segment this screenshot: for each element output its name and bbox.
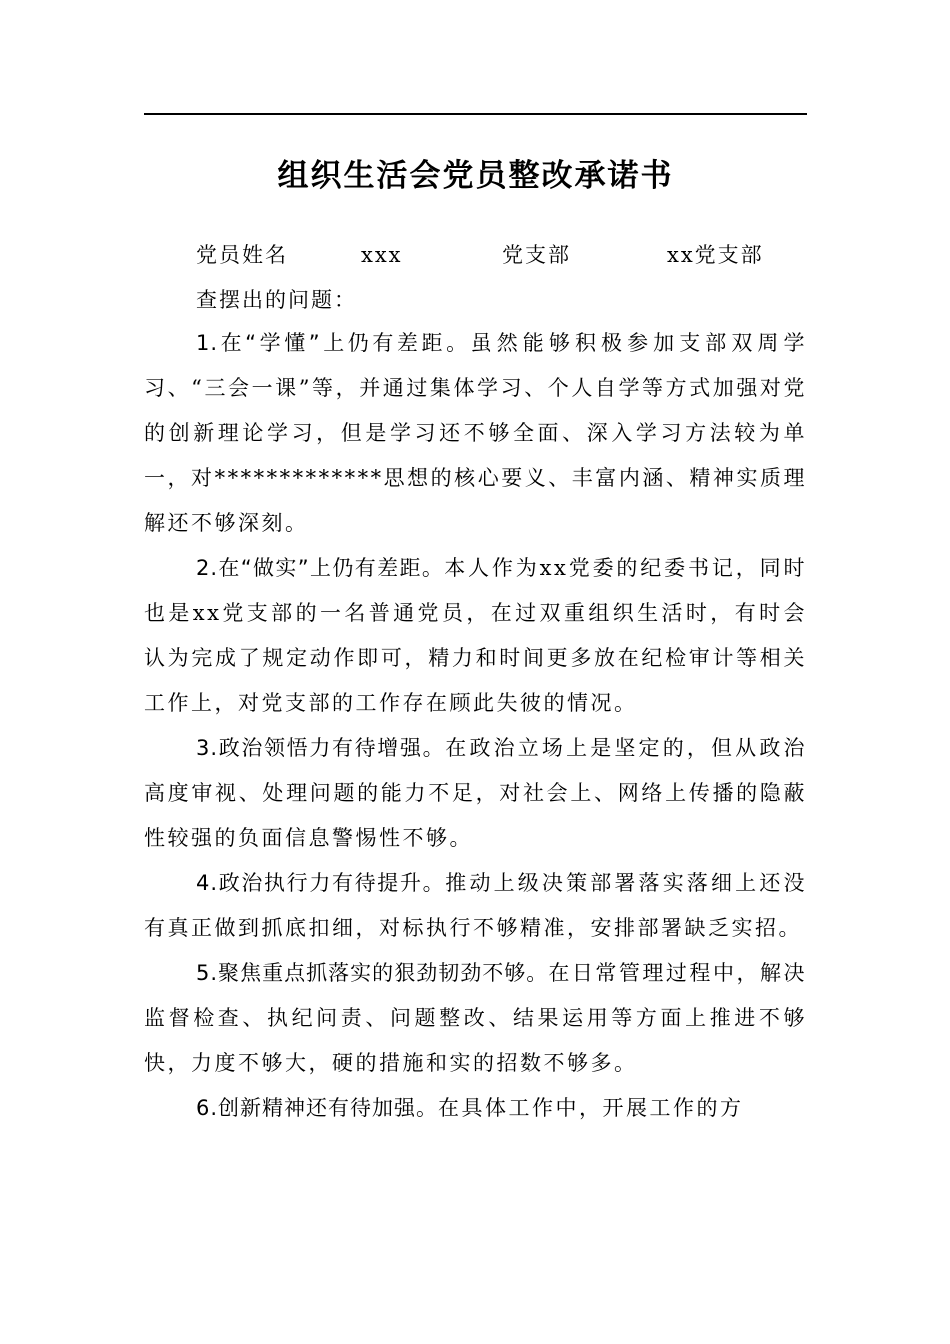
header-rule (144, 113, 807, 115)
problem-item-5 (144, 951, 807, 1086)
problem-body: 本人作为xx党委的纪委书记，同时也是xx党支部的一名普通党员，在过双重组织生活时，有时会认为完成了规定动作即可，精力和时间更多放在纪检审计等相关工作上，对党支部的工作存在顾此失彼的情况。 (144, 556, 807, 715)
problems-list (144, 321, 807, 1131)
branch-label: 党支部 (502, 243, 571, 267)
problem-body: 推动上级决策部署落实落细上还没有真正做到抓底扣细，对标执行不够精准，安排部署缺乏实招。 (144, 871, 807, 940)
problem-item-1 (144, 321, 807, 546)
member-name-label: 党员姓名 (196, 243, 288, 267)
branch-value: xx党支部 (667, 243, 764, 267)
problem-item-3 (144, 726, 807, 861)
problem-item-2 (144, 546, 807, 726)
member-info-row (144, 234, 807, 276)
problem-heading: 1.在“学懂”上仍有差距。 (196, 331, 471, 355)
problem-body: 在具体工作中，开展工作的方 (438, 1096, 744, 1120)
problem-body: 在政治立场上是坚定的，但从政治高度审视、处理问题的能力不足，对社会上、网络上传播的隐蔽性较强的负面信息警惕性不够。 (144, 736, 807, 850)
problem-heading: 5.聚焦重点抓落实的狠劲韧劲不够。 (196, 961, 549, 985)
problem-heading: 6.创新精神还有待加强。 (196, 1096, 439, 1120)
problem-heading: 3.政治领悟力有待增强。 (196, 736, 446, 760)
problem-body: 虽然能够积极参加支部双周学习、“三会一课”等，并通过集体学习、个人自学等方式加强对党的创新理论学习，但是学习还不够全面、深入学习方法较为单一，对*************思想的核心要义、丰富内涵、精神实质理解还不够深刻。 (144, 331, 808, 535)
member-name-value: xxx (361, 243, 403, 267)
problem-body: 在日常管理过程中，解决监督检查、执纪问责、问题整改、结果运用等方面上推进不够快，力度不够大，硬的措施和实的招数不够多。 (144, 961, 808, 1075)
problems-label: 查摆出的问题： (196, 288, 357, 312)
problem-item-4 (144, 861, 807, 951)
page-title: 组织生活会党员整改承诺书 (277, 158, 674, 194)
problem-item-6 (144, 1086, 807, 1131)
problem-heading: 2.在“做实”上仍有差距。 (196, 556, 445, 580)
problem-heading: 4.政治执行力有待提升。 (196, 871, 446, 895)
